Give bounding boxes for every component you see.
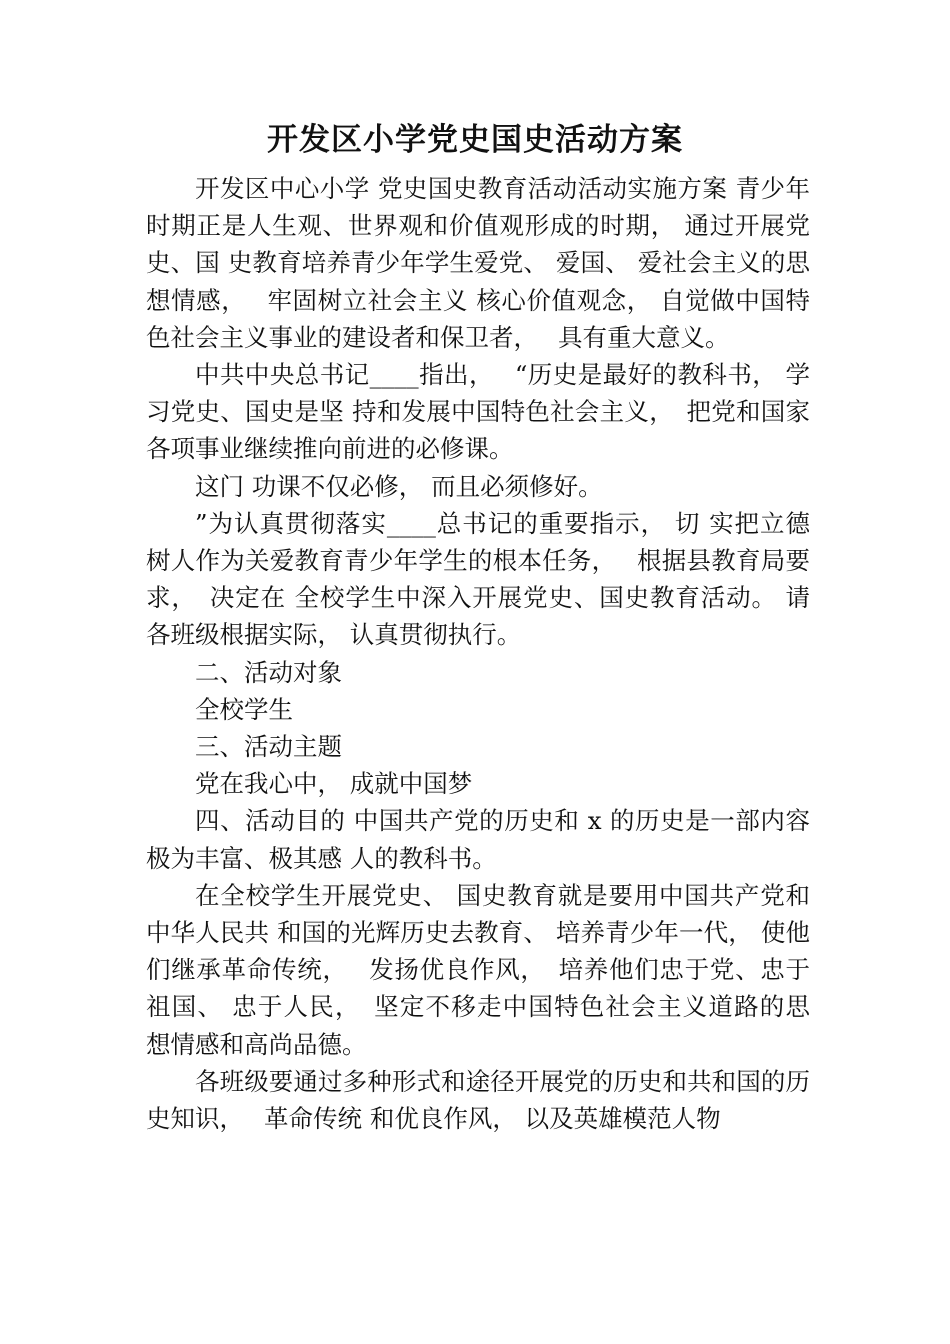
paragraph-education: 在全校学生开展党史、 国史教育就是要用中国共产党和中华人民共 和国的光辉历史去教育、 培养青少年一代， 使他们继承革命传统， 发扬优良作风， 培养他们忠于党、忠于祖国、 忠于人民， 坚定不移走中国特色社会主义道路的思 想情感和高尚品德。 bbox=[146, 880, 810, 1059]
paragraph-implementation: ”为认真贯彻落实____总书记的重要指示， 切 实把立德树人作为关爱教育青少年学生的根本任务， 根据县教育局要求， 决定在 全校学生中深入开展党史、国史教育活动。 请各班级根据实际， 认真贯彻执行。 bbox=[146, 508, 810, 650]
document-body bbox=[146, 170, 810, 1137]
document-title: 开发区小学党史国史活动方案 bbox=[267, 122, 683, 158]
section-heading-theme: 三、活动主题 bbox=[195, 732, 342, 762]
paragraph-quote: 中共中央总书记____指出， “历史是最好的教科书， 学习党史、国史是坚 持和发展中国特色社会主义， 把党和国家各项事业继续推向前进的必修课。 bbox=[146, 360, 810, 464]
paragraph-targets: 全校学生 bbox=[195, 694, 293, 724]
paragraph-intro: 开发区中心小学 党史国史教育活动活动实施方案 青少年时期正是人生观、世界观和价值观形成的时期， 通过开展党史、国 史教育培养青少年学生爱党、 爱国、 爱社会主义的思想情感， 牢固树立社会主义 核心价值观念， 自觉做中国特色社会主义事业的建设者和保卫者， 具有重大意义。 bbox=[146, 174, 810, 352]
paragraph-classes: 各班级要通过多种形式和途径开展党的历史和共和国的历史知识， 革命传统 和优良作风， 以及英雄模范人物 bbox=[146, 1066, 810, 1134]
paragraph-quote-continued: 这门 功课不仅必修， 而且必须修好。 bbox=[195, 471, 603, 501]
paragraph-purpose: 四、活动目的 中国共产党的历史和 x 的历史是一部内容极为丰富、极其感 人的教科书。 bbox=[146, 806, 810, 873]
paragraph-theme: 党在我心中， 成就中国梦 bbox=[195, 769, 473, 799]
section-heading-targets: 二、活动对象 bbox=[195, 657, 342, 687]
